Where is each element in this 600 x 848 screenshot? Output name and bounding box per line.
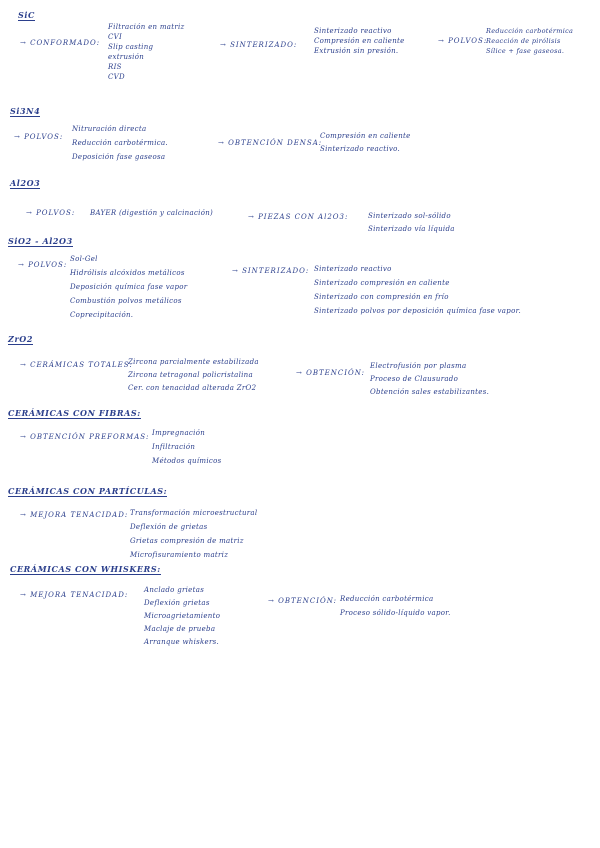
list-item: Proceso de Clausurado [370, 375, 459, 383]
al2o3-lead-label: → POLVOS: [26, 209, 76, 217]
sio2-mid-list [314, 262, 521, 318]
list-item: Compresión en caliente [314, 37, 405, 45]
si3n4-mid-list [320, 130, 411, 156]
list-item: Sinterizado reactivo. [320, 145, 401, 153]
sic-mid-label: → SINTERIZADO: [220, 41, 298, 49]
list-item: Sinterizado reactivo [314, 265, 392, 273]
list-item: Sílice + fase gaseosa. [486, 47, 565, 55]
sio2-lead-label: → POLVOS: [18, 261, 68, 269]
list-item: CVI [108, 33, 123, 41]
list-item: Maclaje de prueba [144, 625, 216, 633]
zro2-lead-label: → CERÁMICAS TOTALES: [20, 361, 133, 369]
sio2-methods-list [70, 252, 187, 322]
whiskers-mid-list [340, 592, 451, 620]
list-item: Zircona tetragonal policristalina [128, 371, 253, 379]
list-item: Deposición fase gaseosa [72, 153, 166, 161]
list-item: Sinterizado vía líquida [368, 225, 455, 233]
list-item: Extrusión sin presión. [314, 47, 399, 55]
list-item: Coprecipitación. [70, 311, 134, 319]
whiskers-lead-label: → MEJORA TENACIDAD: [20, 591, 129, 599]
list-item: Deflexión de grietas [130, 523, 208, 531]
list-item: Nitruración directa [72, 125, 147, 133]
zro2-mid-list [370, 360, 489, 399]
zro2-methods-list [128, 356, 259, 395]
list-item: Sinterizado reactivo [314, 27, 392, 35]
list-item: Cer. con tenacidad alterada ZrO2 [128, 384, 257, 392]
list-item: Slip casting [108, 43, 154, 51]
list-item: Microfisuramiento matriz [130, 551, 229, 559]
whiskers-methods-list [144, 584, 220, 649]
sic-methods-list [108, 22, 185, 82]
list-item: Reducción carbotérmica [340, 595, 434, 603]
list-item: Infiltración [152, 443, 196, 451]
list-item: Impregnación [152, 429, 206, 437]
particulas-lead-label: → MEJORA TENACIDAD: [20, 511, 129, 519]
section-title-fibras: CERÁMICAS CON FIBRAS: [8, 408, 141, 418]
section-title-sio2-al2o3: SiO2 - Al2O3 [8, 236, 73, 246]
list-item: Sol-Gel [70, 255, 98, 263]
list-item: Reducción carbotérmica. [72, 139, 168, 147]
list-item: Microagrietamiento [144, 612, 221, 620]
section-title-zro2: ZrO2 [8, 334, 33, 344]
list-item: extrusión [108, 53, 145, 61]
list-item: Zircona parcialmente estabilizada [128, 358, 259, 366]
zro2-mid-label: → OBTENCIÓN: [296, 369, 365, 377]
list-item: Sinterizado polvos por deposición química fase vapor. [314, 307, 521, 315]
list-item: Métodos químicos [152, 457, 222, 465]
sic-tail-list [486, 26, 573, 56]
list-item: Sinterizado sol-sólido [368, 212, 451, 220]
sic-mid-list [314, 26, 405, 56]
si3n4-lead-label: → POLVOS: [14, 133, 64, 141]
sio2-mid-label: → SINTERIZADO: [232, 267, 310, 275]
list-item: Deflexión grietas [144, 599, 210, 607]
list-item: Combustión polvos metálicos [70, 297, 182, 305]
list-item: Sinterizado compresión en caliente [314, 279, 450, 287]
list-item: Grietas compresión de matriz [130, 537, 244, 545]
fibras-methods-list [152, 426, 221, 468]
whiskers-mid-label: → OBTENCIÓN: [268, 597, 337, 605]
list-item: RIS [108, 63, 122, 71]
list-item: Proceso sólido-líquido vapor. [340, 609, 451, 617]
list-item: CVD [108, 73, 125, 81]
al2o3-mid-list [368, 210, 455, 236]
list-item: Filtración en matriz [108, 23, 185, 31]
section-title-si3n4: Si3N4 [10, 106, 41, 116]
al2o3-method: BAYER (digestión y calcinación) [90, 209, 214, 217]
list-item: Sinterizado con compresión en frío [314, 293, 449, 301]
list-item: Transformación microestructural [130, 509, 258, 517]
section-title-particulas: CERÁMICAS CON PARTÍCULAS: [8, 486, 168, 496]
list-item: Reacción de pirólisis [486, 37, 561, 45]
list-item: Deposición química fase vapor [70, 283, 188, 291]
sic-tail-label: → POLVOS: [438, 37, 488, 45]
si3n4-methods-list [72, 122, 168, 164]
section-title-al2o3: Al2O3 [10, 178, 41, 188]
section-title-sic: SiC [18, 10, 35, 20]
list-item: Compresión en caliente [320, 132, 411, 140]
particulas-methods-list [130, 506, 257, 562]
si3n4-mid-label: → OBTENCIÓN DENSA: [218, 139, 323, 147]
fibras-lead-label: → OBTENCIÓN PREFORMAS: [20, 433, 150, 441]
sic-lead-label: → CONFORMADO: [20, 39, 101, 47]
list-item: Anclado grietas [144, 586, 205, 594]
list-item: Arranque whiskers. [144, 638, 220, 646]
section-title-whiskers: CERÁMICAS CON WHISKERS: [10, 564, 161, 574]
list-item: Obtención sales estabilizantes. [370, 388, 490, 396]
list-item: Hidrólisis alcóxidos metálicos [70, 269, 185, 277]
list-item: Reducción carbotérmica [486, 27, 574, 35]
al2o3-mid-label: → PIEZAS CON Al2O3: [248, 213, 349, 221]
list-item: Electrofusión por plasma [370, 362, 467, 370]
